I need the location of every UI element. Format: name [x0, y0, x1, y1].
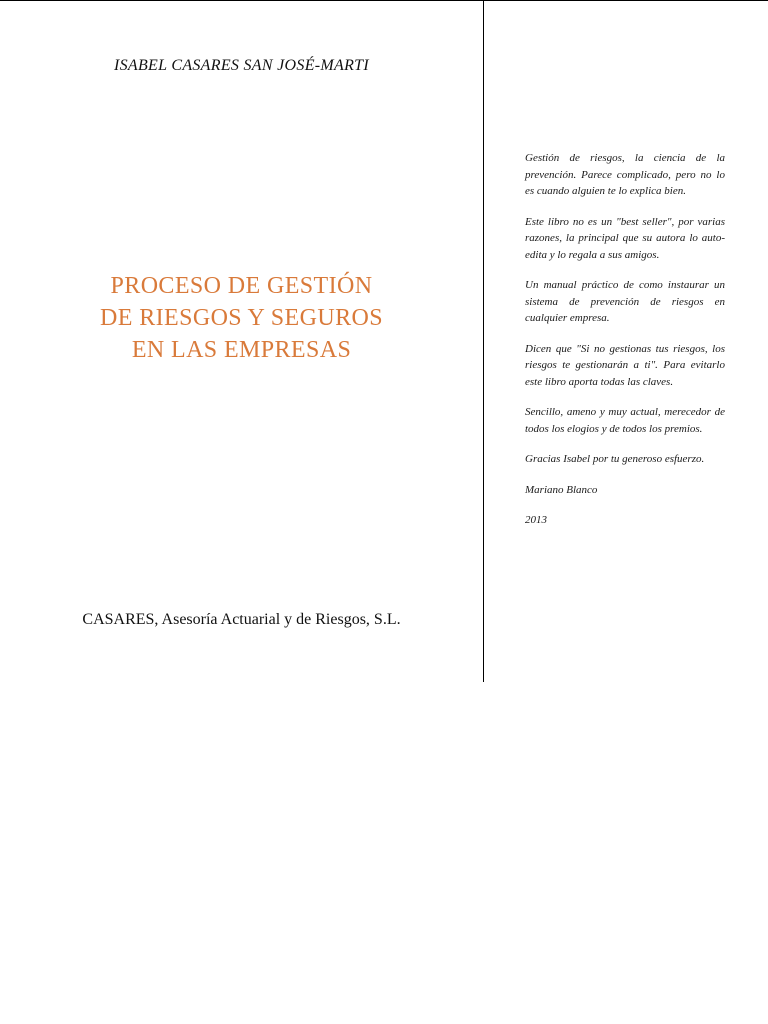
blurb-paragraph: Dicen que "Si no gestionas tus riesgos, los riesgos te gestionarán a ti". Para evitarlo este libro aporta todas las claves. [525, 342, 725, 388]
spine-divider-line [483, 0, 484, 682]
book-title [0, 270, 483, 366]
book-title-line: DE RIESGOS Y SEGUROS [100, 305, 383, 331]
blurb-paragraph: Gestión de riesgos, la ciencia de la prevención. Parece complicado, pero no lo es cuando alguien te lo explica bien. [525, 152, 725, 197]
author-name: ISABEL CASARES SAN JOSÉ-MARTI [113, 57, 370, 74]
book-title-line: PROCESO DE GESTIÓN [110, 273, 373, 299]
blurb-signature: Mariano Blanco [525, 483, 598, 496]
blurb-paragraph: Un manual práctico de como instaurar un sistema de prevención de riesgos en cualquier empresa. [525, 279, 725, 324]
blurb-paragraph: Sencillo, ameno y muy actual, merecedor de todos los elogios y de todos los premios. [525, 406, 725, 435]
blurb-year: 2013 [525, 514, 547, 526]
publisher-name: CASARES, Asesoría Actuarial y de Riesgos, S.L. [82, 611, 401, 628]
book-title-line: EN LAS EMPRESAS [131, 337, 352, 363]
top-border-line [0, 0, 768, 1]
blurb-paragraph: Gracias Isabel por tu generoso esfuerzo. [525, 453, 705, 465]
back-cover-blurb [525, 150, 725, 543]
blurb-paragraph: Este libro no es un "best seller", por varias razones, la principal que su autora lo auto-edita y lo regala a sus amigos. [525, 215, 725, 261]
